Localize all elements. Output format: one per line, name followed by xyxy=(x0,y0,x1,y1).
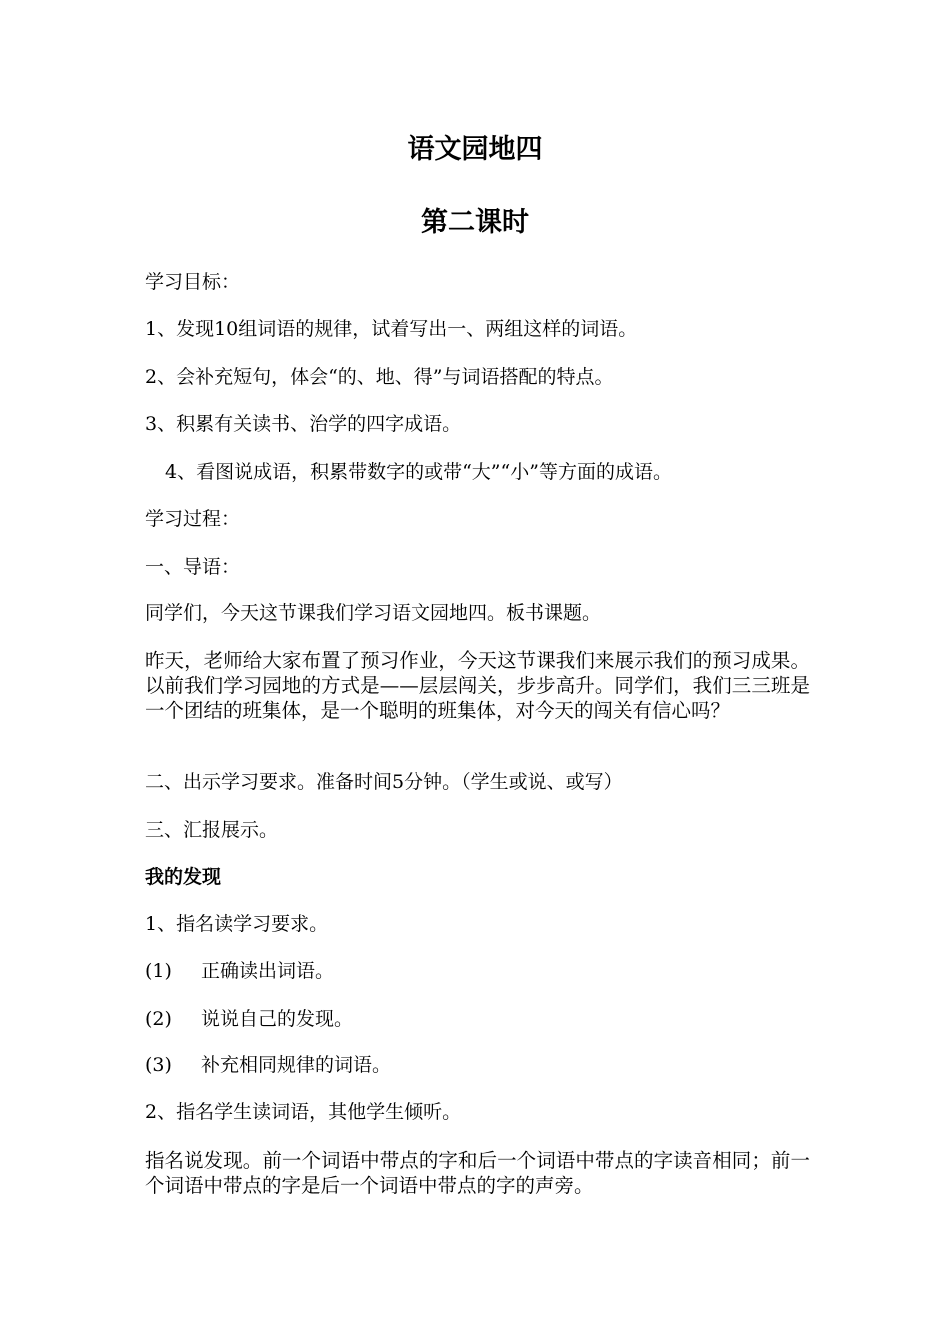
discovery-item-2: 2、指名学生读词语，其他学生倾听。 xyxy=(145,1101,462,1123)
intro-heading: 一、导语： xyxy=(145,556,241,578)
subitem-text: 补充相同规律的词语。 xyxy=(201,1054,392,1076)
subitem-text: 正确读出词语。 xyxy=(201,960,335,982)
process-heading: 学习过程： xyxy=(145,508,241,530)
page-subtitle: 第二课时 xyxy=(421,207,529,238)
subitem-number: (2) xyxy=(145,1008,172,1030)
discovery-heading: 我的发现 xyxy=(145,866,222,888)
objectives-heading: 学习目标： xyxy=(145,271,241,293)
discovery-subitem-1 xyxy=(145,959,815,983)
intro-paragraph: 昨天，老师给大家布置了预习作业，今天这节课我们来展示我们的预习成果。以前我们学习园地的方式是——层层闯关，步步高升。同学们，我们三三班是一个团结的班集体，是一个聪明的班集体，对今天的闯关有信心吗？ xyxy=(145,649,810,722)
intro-line: 同学们，今天这节课我们学习语文园地四。板书课题。 xyxy=(145,602,602,624)
objective-item-1: 1、发现10组词语的规律，试着写出一、两组这样的词语。 xyxy=(145,318,638,340)
discovery-subitem-3 xyxy=(145,1053,815,1077)
discovery-subitem-2 xyxy=(145,1007,815,1031)
discovery-finding: 指名说发现。前一个词语中带点的字和后一个词语中带点的字读音相同；前一个词语中带点的字是后一个词语中带点的字的声旁。 xyxy=(145,1149,810,1197)
objective-item-3: 3、积累有关读书、治学的四字成语。 xyxy=(145,413,462,435)
subitem-number: (3) xyxy=(145,1054,172,1076)
step-3-report: 三、汇报展示。 xyxy=(145,819,279,841)
step-2-requirements: 二、出示学习要求。准备时间5分钟。（学生或说、或写） xyxy=(145,771,623,793)
objective-item-4: 4、看图说成语，积累带数字的或带“大”“小”等方面的成语。 xyxy=(165,461,672,483)
subitem-number: (1) xyxy=(145,960,172,982)
discovery-item-1: 1、指名读学习要求。 xyxy=(145,913,329,935)
subitem-text: 说说自己的发现。 xyxy=(201,1008,354,1030)
objective-item-2: 2、会补充短句，体会“的、地、得”与词语搭配的特点。 xyxy=(145,366,614,388)
page-title: 语文园地四 xyxy=(407,134,543,165)
